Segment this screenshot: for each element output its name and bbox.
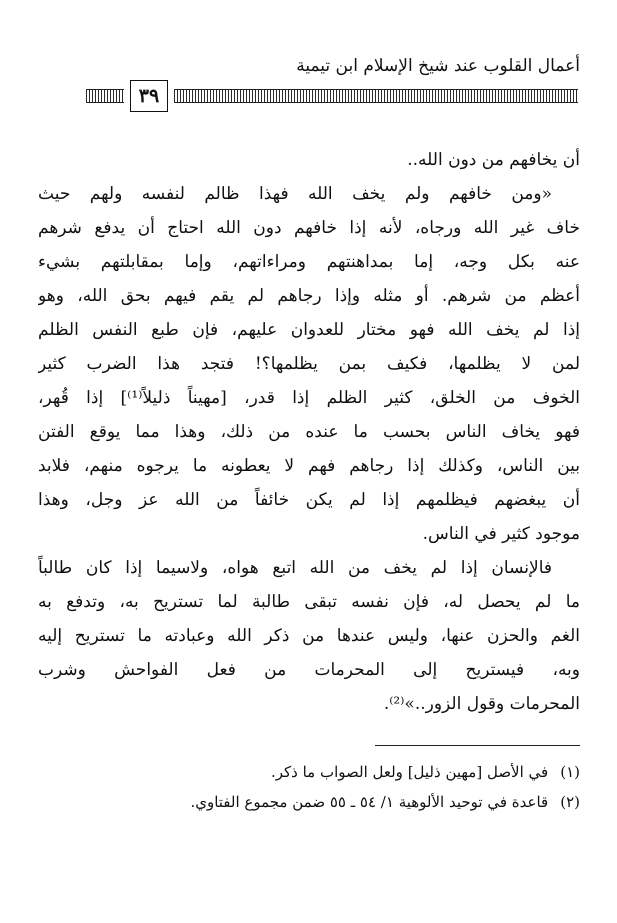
page-number: ٣٩ [130, 80, 168, 112]
text-line: فهو يخاف الناس بحسب ما عنده من ذلك، وهذا مما يوقع الفتن [38, 422, 580, 442]
footnote-2 [190, 787, 580, 817]
text-line: الخوف من الخلق، كثير الظلم إذا قدر، [مهيناً ذليلاً⁽¹⁾] إذا قُهر، [38, 388, 580, 408]
header-hatch-right [174, 89, 578, 103]
text-line: لمن لا يظلمها، فكيف بمن يظلمها؟! فتجد هذا الضرب كثير [38, 354, 580, 374]
text-line: خاف غير الله ورجاه، لأنه إذا خافهم دون الله احتاج أن يدفع شرهم [38, 218, 580, 238]
text-line: المحرمات وقول الزور..»⁽²⁾. [383, 694, 580, 714]
footnote-number: (٢) [560, 793, 580, 811]
body-text [38, 143, 580, 721]
text-line: عنه بكل وجه، إما بمداهنتهم ومراءاتهم، وإما بمقابلتهم بشيء [38, 252, 580, 272]
text-line: إذا لم يخف الله فهو مختار للعدوان عليهم، فإن طبع النفس الظلم [38, 320, 580, 340]
header-bar [86, 80, 578, 114]
text-line: موجود كثير في الناس. [422, 524, 580, 544]
text-line: ما لم يحصل له، فإن نفسه تبقى طالبة لما تستريح به، وتدفع به [38, 592, 580, 612]
footnote-text: في الأصل [مهين ذليل] ولعل الصواب ما ذكر. [270, 763, 549, 781]
text-line: وبه، فيستريح إلى المحرمات من فعل الفواحش وشرب [38, 660, 580, 680]
text-line: «ومن خافهم ولم يخف الله فهذا ظالم لنفسه ولهم حيث [38, 184, 552, 204]
footnote-separator [375, 745, 580, 746]
footnote-text: قاعدة في توحيد الألوهية ١/ ٥٤ ـ ٥٥ ضمن مجموع الفتاوي. [190, 793, 549, 811]
running-title: أعمال القلوب عند شيخ الإسلام ابن تيمية [296, 56, 580, 76]
footnotes [190, 757, 580, 817]
text-line: أن يخافهم من دون الله.. [407, 150, 580, 170]
text-line: أعظم من شرهم. أو مثله وإذا رجاهم لم يقم فيهم بحق الله، وهو [38, 286, 580, 306]
text-line: فالإنسان إذا لم يخف من الله اتبع هواه، ولاسيما إذا كان طالباً [38, 558, 552, 578]
footnote-1 [200, 757, 580, 787]
text-line: بين الناس، وكذلك إذا رجاهم فهم لا يعطونه ما يرجوه منهم، فلابد [38, 456, 580, 476]
text-line: الغم والحزن عنها، وليس عندها من ذكر الله وعبادته ما تستريح إليه [38, 626, 580, 646]
header-hatch-left [86, 89, 124, 103]
text-line: أن يبغضهم فيظلمهم إذا لم يكن خائفاً من الله عز وجل، وهذا [38, 490, 580, 510]
footnote-number: (١) [560, 763, 580, 781]
